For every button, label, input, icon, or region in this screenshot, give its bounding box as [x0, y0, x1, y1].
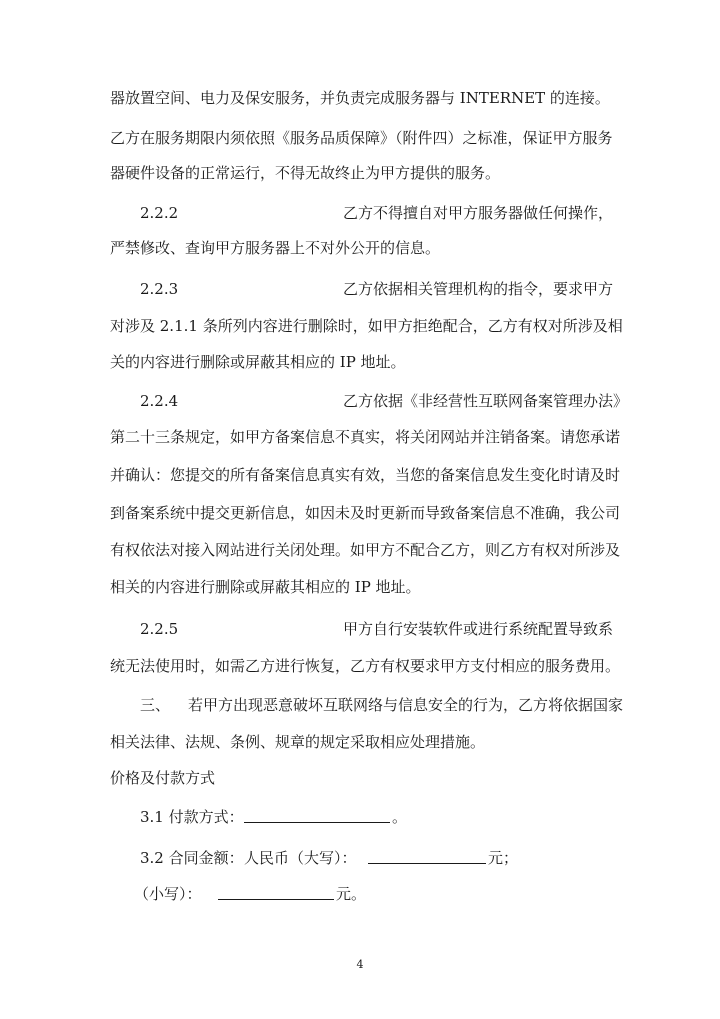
text-line: 乙方在服务期限内须依照《服务品质保障》（附件四）之标准，保证甲方服务: [110, 129, 613, 147]
text-line: 到备案系统中提交更新信息，如因未及时更新而导致备案信息不准确，我公司: [110, 504, 621, 522]
text-line: 器放置空间、电力及保安服务，并负责完成服务器与 INTERNET 的连接。: [110, 89, 610, 107]
payment-method-label: 3.1 付款方式：: [140, 808, 244, 826]
price-heading: 价格及付款方式: [110, 769, 216, 787]
clause-text: 甲方自行安装软件或进行系统配置导致系: [343, 620, 614, 638]
text-line: 器硬件设备的正常运行，不得无故终止为甲方提供的服务。: [110, 164, 501, 182]
text-line: 相关法律、法规、条例、规章的规定采取相应处理措施。: [110, 733, 486, 751]
text-line: 并确认：您提交的所有备案信息真实有效，当您的备案信息发生变化时请及时: [110, 466, 621, 484]
clause-number: 2.2.4: [140, 392, 179, 410]
text-line: 严禁修改、查询甲方服务器上不对外公开的信息。: [110, 239, 441, 257]
clause-text: 乙方依据相关管理机构的指令，要求甲方: [343, 280, 614, 298]
amount-unit: 元；: [488, 849, 519, 867]
clause-text: 乙方不得擅自对甲方服务器做任何操作，: [343, 204, 614, 222]
amount-lowercase-unit: 元。: [336, 885, 367, 903]
amount-lowercase-label: （小写）：: [134, 885, 202, 903]
text-line: 关的内容进行删除或屏蔽其相应的 IP 地址。: [110, 353, 406, 371]
text-line: 第二十三条规定，如甲方备案信息不真实，将关闭网站并注销备案。请您承诺: [110, 428, 621, 446]
section-text: 若甲方出现恶意破坏互联网络与信息安全的行为，乙方将依据国家: [188, 696, 624, 714]
clause-number: 2.2.5: [140, 620, 179, 638]
clause-number: 2.2.3: [140, 280, 179, 298]
payment-method-field[interactable]: [244, 807, 390, 823]
text-line: 对涉及 2.1.1 条所列内容进行删除时，如甲方拒绝配合，乙方有权对所涉及相: [110, 317, 623, 335]
amount-lowercase-field[interactable]: [218, 884, 334, 900]
clause-text: 乙方依据《非经营性互联网备案管理办法》: [343, 392, 629, 410]
text-line: 有权依法对接入网站进行关闭处理。如甲方不配合乙方，则乙方有权对所涉及: [110, 541, 621, 559]
clause-number: 2.2.2: [140, 204, 179, 222]
amount-rmb-label: 人民币（大写）：: [244, 849, 357, 867]
payment-method-end: 。: [392, 808, 408, 826]
contract-amount-label: 3.2 合同金额：: [140, 849, 244, 867]
page-number: 4: [356, 958, 364, 971]
section-number: 三、: [140, 696, 171, 714]
text-line: 统无法使用时，如需乙方进行恢复，乙方有权要求甲方支付相应的服务费用。: [110, 657, 621, 675]
text-line: 相关的内容进行删除或屏蔽其相应的 IP 地址。: [110, 578, 421, 596]
amount-uppercase-field[interactable]: [368, 848, 486, 864]
